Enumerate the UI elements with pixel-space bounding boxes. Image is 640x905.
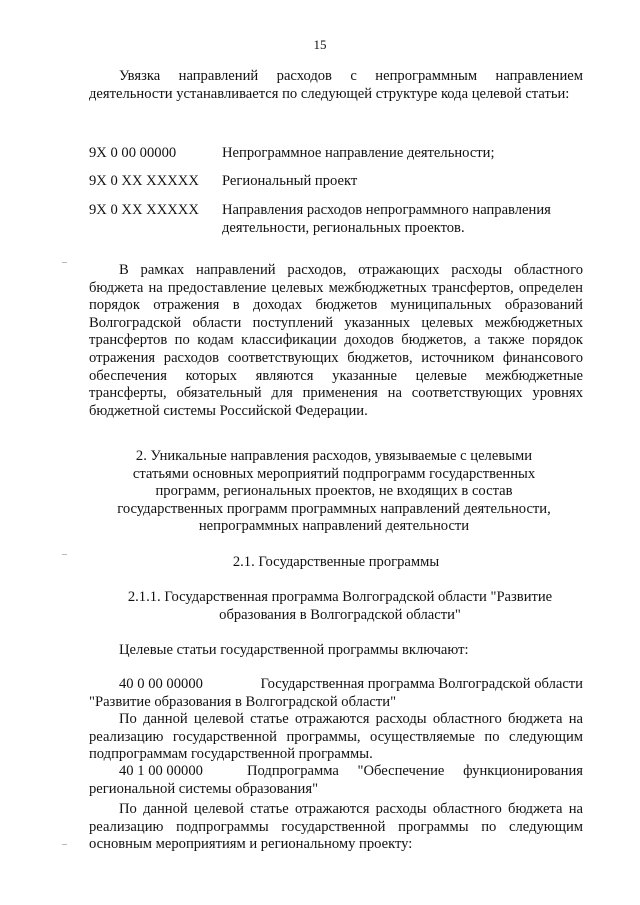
- code-structure-row: [89, 173, 583, 191]
- entry-1-first-line: [89, 676, 583, 694]
- page-number: 15: [313, 37, 327, 52]
- entry-1-title: Государственная программа Волгоградской области: [260, 676, 583, 692]
- entry-1-title-continued: "Развитие образования в Волгоградской области": [89, 693, 397, 710]
- code-value: 9Х 0 00 00000: [89, 145, 177, 161]
- target-article-entry-1: [89, 676, 583, 764]
- code-description: Направления расходов непрограммного направления деятельности, региональных проектов.: [222, 202, 551, 236]
- entry-1-code: 40 0 00 00000: [119, 676, 203, 692]
- section-2-1-1-heading: 2.1.1. Государственная программа Волгоградской области "Развитие образования в Волгоградской области": [127, 589, 553, 623]
- includes-line: Целевые статьи государственной программы включают:: [119, 642, 469, 658]
- intro-paragraph: Увязка направлений расходов с непрограммным направлением деятельности устанавливается по следующей структуре кода целевой статьи:: [89, 68, 583, 102]
- transfers-paragraph: В рамках направлений расходов, отражающих расходы областного бюджета на предоставление целевых межбюджетных трансфертов, определен порядок отражения в доходах бюджетов муниципальных образований Волгоградской области поступлений указанных целевых межбюджетных трансфертов по кодам классификации доходов бюджетов, а также порядок отражения расходов соответствующих бюджетов, источником финансового обеспечения которых являются указанные целевые межбюджетные трансферты, обязательный для применения на соответствующих уровнях бюджетной системы Российской Федерации.: [89, 262, 583, 419]
- entry-2-code: 40 1 00 00000: [119, 763, 203, 779]
- scan-margin-mark: [62, 844, 67, 845]
- code-value: 9Х 0 ХХ ХХХХХ: [89, 173, 199, 189]
- scan-margin-mark: [62, 262, 67, 263]
- section-2-1-heading: 2.1. Государственные программы: [232, 554, 440, 570]
- code-description: Региональный проект: [222, 173, 358, 189]
- entry-2-description: По данной целевой статье отражаются расходы областного бюджета на реализацию подпрограммы государственной программы по следующим основным мероприятиям и региональному проекту:: [89, 801, 583, 853]
- target-article-entry-2: [89, 763, 583, 854]
- code-description: Непрограммное направление деятельности;: [222, 145, 495, 161]
- entry-2-first-line: [89, 763, 583, 781]
- scan-margin-mark: [62, 554, 67, 555]
- code-structure-row: [89, 145, 583, 163]
- entry-2-title: Подпрограмма "Обеспечение функционирования: [247, 763, 583, 779]
- code-value: 9Х 0 ХХ ХХХХХ: [89, 202, 199, 218]
- code-structure-row: [89, 202, 583, 237]
- entry-2-title-continued: региональной системы образования": [89, 780, 319, 797]
- entry-1-description: По данной целевой статье отражаются расходы областного бюджета на реализацию государственной программы, осуществляемые по следующим подпрограммам государственной программы.: [89, 711, 583, 763]
- section-2-heading: 2. Уникальные направления расходов, увязываемые с целевыми статьями основных мероприятий подпрограмм государственных программ, региональных проектов, не входящих в состав государственных программ программных направлений деятельности, непрограммных направлений деятельности: [117, 448, 551, 535]
